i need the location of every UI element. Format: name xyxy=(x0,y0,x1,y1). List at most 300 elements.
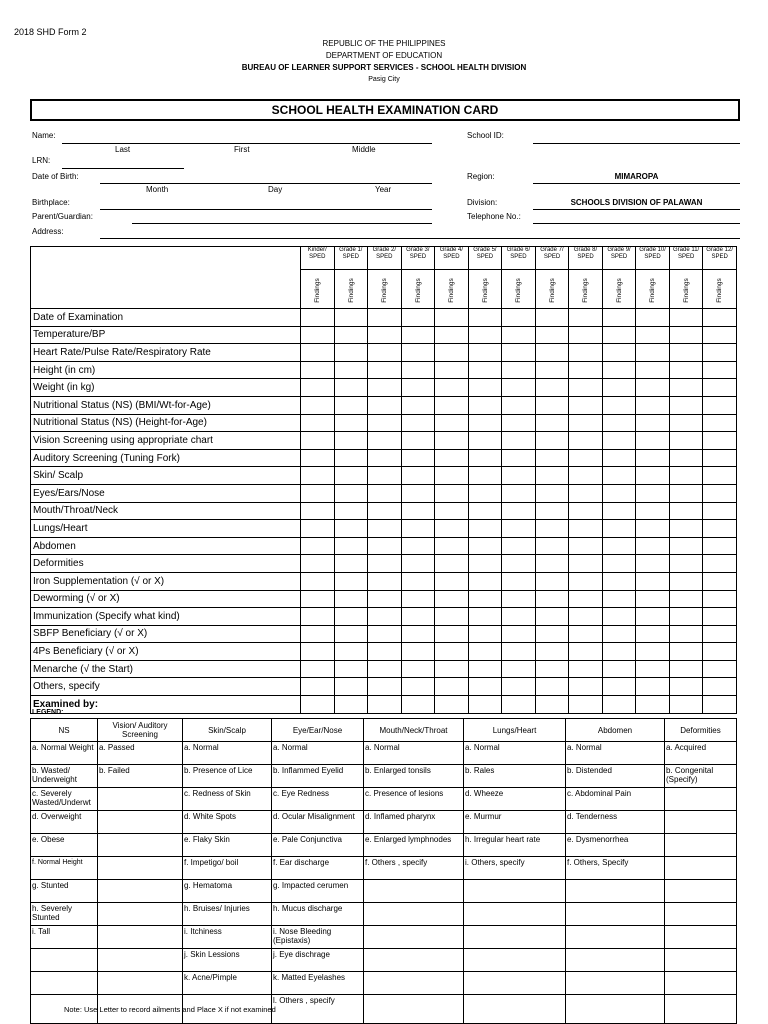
exam-cell[interactable] xyxy=(569,467,603,485)
exam-cell[interactable] xyxy=(368,678,402,696)
exam-cell[interactable] xyxy=(468,361,502,379)
exam-cell[interactable] xyxy=(502,537,536,555)
exam-cell[interactable] xyxy=(435,502,469,520)
exam-cell[interactable] xyxy=(669,625,703,643)
exam-cell[interactable] xyxy=(468,484,502,502)
exam-cell[interactable] xyxy=(401,555,435,573)
exam-cell[interactable] xyxy=(334,572,368,590)
exam-cell[interactable] xyxy=(502,555,536,573)
exam-cell[interactable] xyxy=(703,660,737,678)
exam-cell[interactable] xyxy=(669,484,703,502)
exam-cell[interactable] xyxy=(569,502,603,520)
exam-cell[interactable] xyxy=(636,502,670,520)
exam-cell[interactable] xyxy=(569,361,603,379)
exam-cell[interactable] xyxy=(301,590,335,608)
exam-cell[interactable] xyxy=(435,326,469,344)
exam-cell[interactable] xyxy=(703,326,737,344)
exam-cell[interactable] xyxy=(669,414,703,432)
exam-cell[interactable] xyxy=(669,432,703,450)
exam-cell[interactable] xyxy=(703,467,737,485)
exam-cell[interactable] xyxy=(401,379,435,397)
exam-cell[interactable] xyxy=(636,520,670,538)
exam-cell[interactable] xyxy=(334,537,368,555)
exam-cell[interactable] xyxy=(435,625,469,643)
exam-cell[interactable] xyxy=(636,572,670,590)
exam-cell[interactable] xyxy=(301,344,335,362)
exam-cell[interactable] xyxy=(368,449,402,467)
exam-cell[interactable] xyxy=(401,344,435,362)
exam-cell[interactable] xyxy=(401,625,435,643)
exam-cell[interactable] xyxy=(334,520,368,538)
exam-cell[interactable] xyxy=(703,643,737,661)
exam-cell[interactable] xyxy=(502,379,536,397)
exam-cell[interactable] xyxy=(703,625,737,643)
exam-cell[interactable] xyxy=(602,678,636,696)
exam-cell[interactable] xyxy=(502,643,536,661)
exam-cell[interactable] xyxy=(368,396,402,414)
exam-cell[interactable] xyxy=(636,432,670,450)
exam-cell[interactable] xyxy=(468,660,502,678)
exam-cell[interactable] xyxy=(368,344,402,362)
exam-cell[interactable] xyxy=(636,484,670,502)
exam-cell[interactable] xyxy=(401,520,435,538)
exam-cell[interactable] xyxy=(435,678,469,696)
exam-cell[interactable] xyxy=(301,484,335,502)
exam-cell[interactable] xyxy=(468,590,502,608)
exam-cell[interactable] xyxy=(703,379,737,397)
exam-cell[interactable] xyxy=(435,643,469,661)
exam-cell[interactable] xyxy=(636,344,670,362)
exam-cell[interactable] xyxy=(334,484,368,502)
exam-cell[interactable] xyxy=(669,344,703,362)
exam-cell[interactable] xyxy=(468,467,502,485)
exam-cell[interactable] xyxy=(502,467,536,485)
exam-cell[interactable] xyxy=(602,643,636,661)
exam-cell[interactable] xyxy=(502,696,536,714)
exam-cell[interactable] xyxy=(401,502,435,520)
exam-cell[interactable] xyxy=(535,309,569,327)
exam-cell[interactable] xyxy=(368,326,402,344)
exam-cell[interactable] xyxy=(334,379,368,397)
exam-cell[interactable] xyxy=(334,502,368,520)
exam-cell[interactable] xyxy=(636,537,670,555)
exam-cell[interactable] xyxy=(301,572,335,590)
exam-cell[interactable] xyxy=(435,572,469,590)
exam-cell[interactable] xyxy=(468,643,502,661)
exam-cell[interactable] xyxy=(669,678,703,696)
exam-cell[interactable] xyxy=(602,361,636,379)
address-line[interactable] xyxy=(100,238,740,239)
exam-cell[interactable] xyxy=(569,414,603,432)
exam-cell[interactable] xyxy=(401,432,435,450)
exam-cell[interactable] xyxy=(669,379,703,397)
lrn-line[interactable] xyxy=(62,168,184,169)
exam-cell[interactable] xyxy=(435,555,469,573)
exam-cell[interactable] xyxy=(468,502,502,520)
exam-cell[interactable] xyxy=(334,643,368,661)
exam-cell[interactable] xyxy=(368,696,402,714)
exam-cell[interactable] xyxy=(636,696,670,714)
exam-cell[interactable] xyxy=(368,432,402,450)
exam-cell[interactable] xyxy=(535,555,569,573)
exam-cell[interactable] xyxy=(435,467,469,485)
exam-cell[interactable] xyxy=(636,449,670,467)
exam-cell[interactable] xyxy=(401,484,435,502)
exam-cell[interactable] xyxy=(569,643,603,661)
exam-cell[interactable] xyxy=(535,608,569,626)
exam-cell[interactable] xyxy=(602,555,636,573)
exam-cell[interactable] xyxy=(636,414,670,432)
exam-cell[interactable] xyxy=(535,660,569,678)
name-line[interactable] xyxy=(62,143,432,144)
exam-cell[interactable] xyxy=(368,414,402,432)
exam-cell[interactable] xyxy=(569,590,603,608)
school-id-line[interactable] xyxy=(533,143,740,144)
exam-cell[interactable] xyxy=(334,467,368,485)
telephone-line[interactable] xyxy=(533,223,740,224)
exam-cell[interactable] xyxy=(535,379,569,397)
exam-cell[interactable] xyxy=(602,572,636,590)
exam-cell[interactable] xyxy=(703,678,737,696)
exam-cell[interactable] xyxy=(435,520,469,538)
exam-cell[interactable] xyxy=(502,432,536,450)
exam-cell[interactable] xyxy=(468,344,502,362)
exam-cell[interactable] xyxy=(435,396,469,414)
exam-cell[interactable] xyxy=(468,309,502,327)
exam-cell[interactable] xyxy=(368,361,402,379)
exam-cell[interactable] xyxy=(468,572,502,590)
exam-cell[interactable] xyxy=(368,484,402,502)
exam-cell[interactable] xyxy=(334,361,368,379)
exam-cell[interactable] xyxy=(602,484,636,502)
exam-cell[interactable] xyxy=(636,643,670,661)
exam-cell[interactable] xyxy=(401,537,435,555)
exam-cell[interactable] xyxy=(669,467,703,485)
exam-cell[interactable] xyxy=(636,555,670,573)
exam-cell[interactable] xyxy=(535,520,569,538)
exam-cell[interactable] xyxy=(602,608,636,626)
exam-cell[interactable] xyxy=(502,449,536,467)
exam-cell[interactable] xyxy=(334,608,368,626)
exam-cell[interactable] xyxy=(636,625,670,643)
exam-cell[interactable] xyxy=(569,696,603,714)
exam-cell[interactable] xyxy=(301,432,335,450)
exam-cell[interactable] xyxy=(502,484,536,502)
exam-cell[interactable] xyxy=(468,396,502,414)
exam-cell[interactable] xyxy=(535,643,569,661)
exam-cell[interactable] xyxy=(669,696,703,714)
exam-cell[interactable] xyxy=(669,361,703,379)
exam-cell[interactable] xyxy=(669,396,703,414)
exam-cell[interactable] xyxy=(301,537,335,555)
exam-cell[interactable] xyxy=(569,555,603,573)
exam-cell[interactable] xyxy=(435,361,469,379)
exam-cell[interactable] xyxy=(368,520,402,538)
exam-cell[interactable] xyxy=(502,326,536,344)
exam-cell[interactable] xyxy=(334,625,368,643)
exam-cell[interactable] xyxy=(636,660,670,678)
exam-cell[interactable] xyxy=(334,326,368,344)
exam-cell[interactable] xyxy=(301,309,335,327)
exam-cell[interactable] xyxy=(468,520,502,538)
exam-cell[interactable] xyxy=(636,326,670,344)
exam-cell[interactable] xyxy=(468,414,502,432)
exam-cell[interactable] xyxy=(535,696,569,714)
exam-cell[interactable] xyxy=(368,555,402,573)
exam-cell[interactable] xyxy=(669,608,703,626)
exam-cell[interactable] xyxy=(535,572,569,590)
exam-cell[interactable] xyxy=(703,484,737,502)
exam-cell[interactable] xyxy=(368,643,402,661)
exam-cell[interactable] xyxy=(502,520,536,538)
exam-cell[interactable] xyxy=(535,625,569,643)
exam-cell[interactable] xyxy=(334,396,368,414)
exam-cell[interactable] xyxy=(468,379,502,397)
exam-cell[interactable] xyxy=(334,344,368,362)
exam-cell[interactable] xyxy=(401,643,435,661)
exam-cell[interactable] xyxy=(301,361,335,379)
exam-cell[interactable] xyxy=(535,484,569,502)
exam-cell[interactable] xyxy=(535,678,569,696)
exam-cell[interactable] xyxy=(569,484,603,502)
exam-cell[interactable] xyxy=(602,414,636,432)
exam-cell[interactable] xyxy=(301,678,335,696)
exam-cell[interactable] xyxy=(703,608,737,626)
exam-cell[interactable] xyxy=(669,326,703,344)
exam-cell[interactable] xyxy=(301,502,335,520)
exam-cell[interactable] xyxy=(334,309,368,327)
exam-cell[interactable] xyxy=(435,590,469,608)
exam-cell[interactable] xyxy=(703,555,737,573)
exam-cell[interactable] xyxy=(602,502,636,520)
exam-cell[interactable] xyxy=(502,608,536,626)
exam-cell[interactable] xyxy=(669,660,703,678)
exam-cell[interactable] xyxy=(468,555,502,573)
exam-cell[interactable] xyxy=(401,660,435,678)
exam-cell[interactable] xyxy=(602,449,636,467)
exam-cell[interactable] xyxy=(569,309,603,327)
exam-cell[interactable] xyxy=(401,696,435,714)
exam-cell[interactable] xyxy=(334,660,368,678)
exam-cell[interactable] xyxy=(435,379,469,397)
exam-cell[interactable] xyxy=(569,678,603,696)
exam-cell[interactable] xyxy=(468,432,502,450)
exam-cell[interactable] xyxy=(435,696,469,714)
exam-cell[interactable] xyxy=(569,660,603,678)
exam-cell[interactable] xyxy=(502,502,536,520)
exam-cell[interactable] xyxy=(703,361,737,379)
exam-cell[interactable] xyxy=(301,414,335,432)
exam-cell[interactable] xyxy=(435,432,469,450)
exam-cell[interactable] xyxy=(535,414,569,432)
exam-cell[interactable] xyxy=(368,625,402,643)
exam-cell[interactable] xyxy=(703,432,737,450)
exam-cell[interactable] xyxy=(468,678,502,696)
exam-cell[interactable] xyxy=(468,537,502,555)
exam-cell[interactable] xyxy=(468,449,502,467)
exam-cell[interactable] xyxy=(703,449,737,467)
exam-cell[interactable] xyxy=(401,396,435,414)
exam-cell[interactable] xyxy=(535,344,569,362)
exam-cell[interactable] xyxy=(334,590,368,608)
exam-cell[interactable] xyxy=(502,625,536,643)
exam-cell[interactable] xyxy=(602,537,636,555)
exam-cell[interactable] xyxy=(468,696,502,714)
exam-cell[interactable] xyxy=(669,502,703,520)
exam-cell[interactable] xyxy=(368,608,402,626)
exam-cell[interactable] xyxy=(401,572,435,590)
exam-cell[interactable] xyxy=(602,696,636,714)
exam-cell[interactable] xyxy=(435,414,469,432)
exam-cell[interactable] xyxy=(569,344,603,362)
exam-cell[interactable] xyxy=(535,590,569,608)
exam-cell[interactable] xyxy=(569,520,603,538)
exam-cell[interactable] xyxy=(535,467,569,485)
exam-cell[interactable] xyxy=(401,467,435,485)
exam-cell[interactable] xyxy=(368,467,402,485)
exam-cell[interactable] xyxy=(602,326,636,344)
exam-cell[interactable] xyxy=(703,396,737,414)
exam-cell[interactable] xyxy=(401,309,435,327)
exam-cell[interactable] xyxy=(535,449,569,467)
exam-cell[interactable] xyxy=(703,502,737,520)
exam-cell[interactable] xyxy=(435,344,469,362)
parent-line[interactable] xyxy=(132,223,432,224)
exam-cell[interactable] xyxy=(669,643,703,661)
exam-cell[interactable] xyxy=(602,396,636,414)
exam-cell[interactable] xyxy=(636,309,670,327)
exam-cell[interactable] xyxy=(334,678,368,696)
exam-cell[interactable] xyxy=(602,309,636,327)
exam-cell[interactable] xyxy=(502,572,536,590)
exam-cell[interactable] xyxy=(368,537,402,555)
exam-cell[interactable] xyxy=(602,625,636,643)
exam-cell[interactable] xyxy=(669,555,703,573)
exam-cell[interactable] xyxy=(401,590,435,608)
exam-cell[interactable] xyxy=(301,326,335,344)
exam-cell[interactable] xyxy=(301,379,335,397)
exam-cell[interactable] xyxy=(703,520,737,538)
exam-cell[interactable] xyxy=(602,344,636,362)
exam-cell[interactable] xyxy=(569,449,603,467)
exam-cell[interactable] xyxy=(502,361,536,379)
exam-cell[interactable] xyxy=(401,449,435,467)
exam-cell[interactable] xyxy=(636,608,670,626)
exam-cell[interactable] xyxy=(602,590,636,608)
exam-cell[interactable] xyxy=(435,309,469,327)
exam-cell[interactable] xyxy=(401,414,435,432)
exam-cell[interactable] xyxy=(636,361,670,379)
exam-cell[interactable] xyxy=(502,590,536,608)
exam-cell[interactable] xyxy=(435,608,469,626)
exam-cell[interactable] xyxy=(368,309,402,327)
exam-cell[interactable] xyxy=(368,379,402,397)
exam-cell[interactable] xyxy=(468,608,502,626)
exam-cell[interactable] xyxy=(602,467,636,485)
exam-cell[interactable] xyxy=(301,449,335,467)
exam-cell[interactable] xyxy=(368,502,402,520)
exam-cell[interactable] xyxy=(703,572,737,590)
exam-cell[interactable] xyxy=(636,379,670,397)
exam-cell[interactable] xyxy=(435,537,469,555)
exam-cell[interactable] xyxy=(301,608,335,626)
exam-cell[interactable] xyxy=(401,678,435,696)
exam-cell[interactable] xyxy=(301,643,335,661)
exam-cell[interactable] xyxy=(569,625,603,643)
exam-cell[interactable] xyxy=(301,660,335,678)
exam-cell[interactable] xyxy=(602,432,636,450)
exam-cell[interactable] xyxy=(669,572,703,590)
exam-cell[interactable] xyxy=(401,608,435,626)
exam-cell[interactable] xyxy=(435,484,469,502)
exam-cell[interactable] xyxy=(569,379,603,397)
exam-cell[interactable] xyxy=(368,590,402,608)
exam-cell[interactable] xyxy=(502,309,536,327)
exam-cell[interactable] xyxy=(502,678,536,696)
exam-cell[interactable] xyxy=(636,590,670,608)
exam-cell[interactable] xyxy=(502,414,536,432)
exam-cell[interactable] xyxy=(703,696,737,714)
exam-cell[interactable] xyxy=(502,660,536,678)
exam-cell[interactable] xyxy=(535,361,569,379)
exam-cell[interactable] xyxy=(401,326,435,344)
exam-cell[interactable] xyxy=(301,696,335,714)
exam-cell[interactable] xyxy=(703,537,737,555)
exam-cell[interactable] xyxy=(569,572,603,590)
exam-cell[interactable] xyxy=(569,537,603,555)
exam-cell[interactable] xyxy=(669,449,703,467)
exam-cell[interactable] xyxy=(535,432,569,450)
birthplace-line[interactable] xyxy=(100,209,432,210)
exam-cell[interactable] xyxy=(636,396,670,414)
exam-cell[interactable] xyxy=(535,396,569,414)
exam-cell[interactable] xyxy=(334,449,368,467)
exam-cell[interactable] xyxy=(401,361,435,379)
exam-cell[interactable] xyxy=(334,432,368,450)
exam-cell[interactable] xyxy=(368,572,402,590)
exam-cell[interactable] xyxy=(334,555,368,573)
exam-cell[interactable] xyxy=(502,344,536,362)
exam-cell[interactable] xyxy=(602,660,636,678)
exam-cell[interactable] xyxy=(334,414,368,432)
exam-cell[interactable] xyxy=(435,660,469,678)
exam-cell[interactable] xyxy=(602,520,636,538)
exam-cell[interactable] xyxy=(569,396,603,414)
exam-cell[interactable] xyxy=(703,309,737,327)
exam-cell[interactable] xyxy=(569,326,603,344)
dob-line[interactable] xyxy=(100,183,432,184)
exam-cell[interactable] xyxy=(334,696,368,714)
exam-cell[interactable] xyxy=(703,344,737,362)
exam-cell[interactable] xyxy=(301,520,335,538)
exam-cell[interactable] xyxy=(301,467,335,485)
exam-cell[interactable] xyxy=(468,625,502,643)
exam-cell[interactable] xyxy=(535,502,569,520)
exam-cell[interactable] xyxy=(636,467,670,485)
exam-cell[interactable] xyxy=(569,432,603,450)
exam-cell[interactable] xyxy=(535,537,569,555)
exam-cell[interactable] xyxy=(669,520,703,538)
exam-cell[interactable] xyxy=(669,537,703,555)
exam-cell[interactable] xyxy=(669,590,703,608)
exam-cell[interactable] xyxy=(502,396,536,414)
exam-cell[interactable] xyxy=(569,608,603,626)
exam-cell[interactable] xyxy=(368,660,402,678)
exam-cell[interactable] xyxy=(468,326,502,344)
exam-cell[interactable] xyxy=(703,414,737,432)
exam-cell[interactable] xyxy=(535,326,569,344)
exam-cell[interactable] xyxy=(301,396,335,414)
